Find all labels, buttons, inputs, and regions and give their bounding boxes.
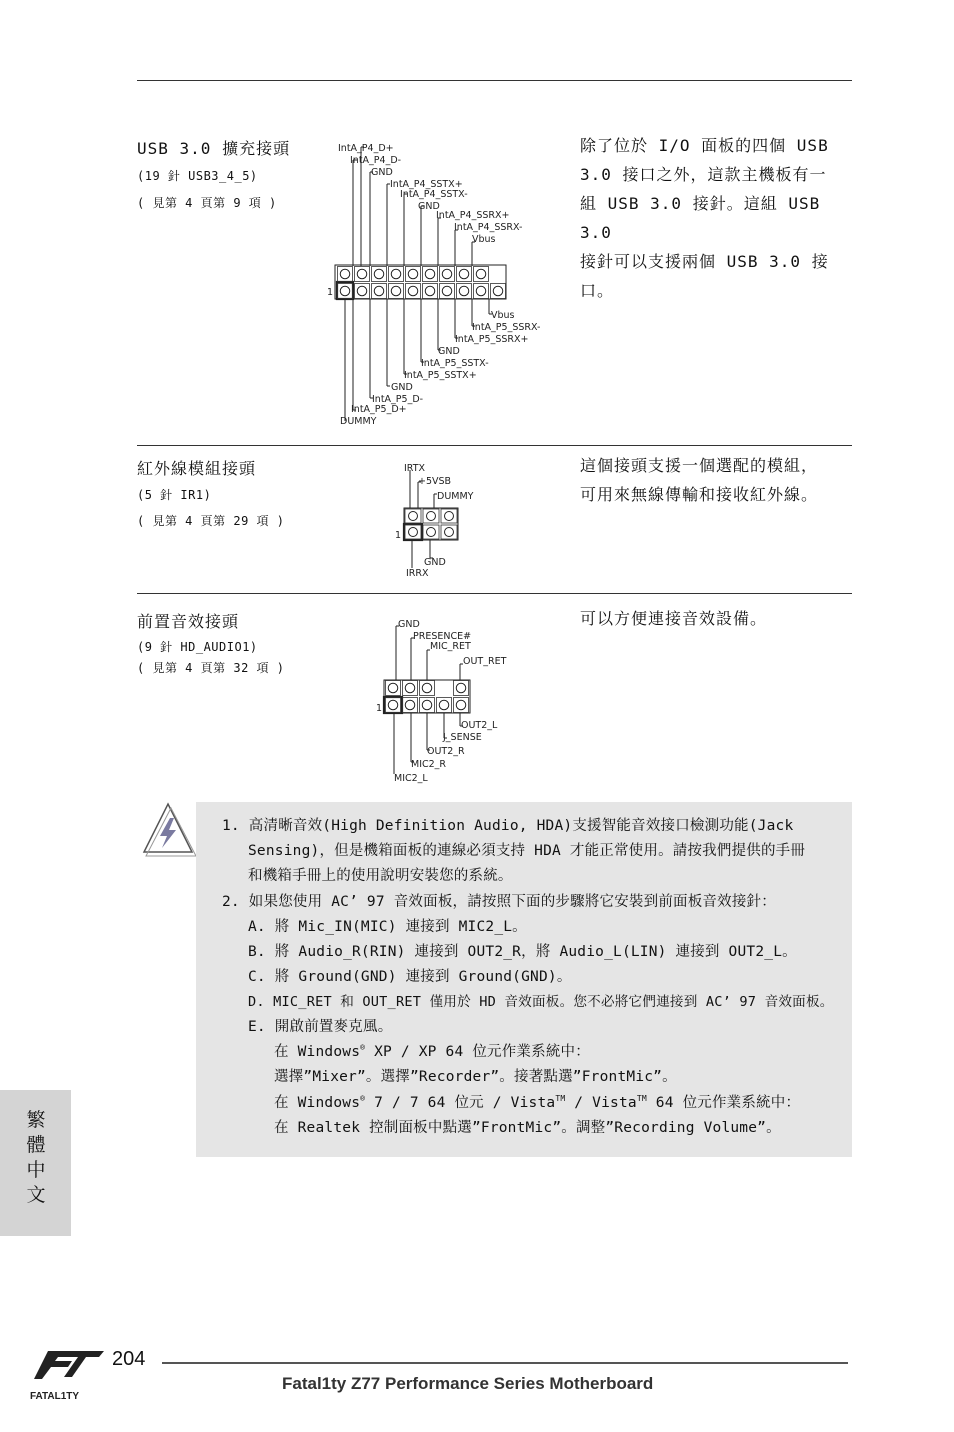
pin-label: +5VSB — [418, 476, 452, 487]
desc-line: 除了位於 I/O 面板的四個 USB — [580, 136, 829, 155]
ir-pinout-diagram — [390, 458, 500, 580]
pin-label: MIC2_R — [411, 759, 447, 770]
pin-label: IntA_P4_SSRX+ — [436, 210, 510, 221]
pin-contact — [442, 286, 452, 296]
note-line-windows-vista — [274, 1091, 800, 1112]
pin-label: DUMMY — [340, 416, 377, 427]
desc-line: 接針可以支援兩個 USB 3.0 接 — [580, 252, 829, 271]
note-text: / Vista — [565, 1095, 637, 1111]
pin-contact — [459, 269, 469, 279]
pin-contact — [476, 269, 486, 279]
note-text: 64 位元作業系統中： — [646, 1095, 801, 1111]
usb3-header-title: USB 3.0 擴充接頭 — [137, 139, 291, 158]
pin-contact — [408, 269, 418, 279]
note-line: 2. 如果您使用 AC’ 97 音效面板，請按照下面的步驟將它安裝到前面板音效接針： — [222, 894, 776, 910]
pin-label: J_SENSE — [443, 732, 482, 743]
trademark-mark: TM — [636, 1094, 647, 1104]
pin-contact — [459, 286, 469, 296]
audio-header-title: 前置音效接頭 — [137, 612, 240, 631]
pin-label: IntA_P5_SSRX+ — [455, 334, 529, 345]
pin-contact — [456, 683, 466, 693]
pin-contact — [374, 269, 384, 279]
pin-contact — [445, 528, 454, 537]
pin-contact — [442, 269, 452, 279]
warning-icon — [138, 800, 196, 858]
audio-description — [580, 604, 852, 633]
pin-contact — [388, 683, 398, 693]
desc-line: 組 USB 3.0 接針。這組 USB 3.0 — [580, 194, 821, 242]
desc-line: 口。 — [580, 281, 615, 300]
pin-label: IntA_P5_D- — [372, 394, 424, 405]
pin-contact — [439, 700, 449, 710]
pin-label: OUT2_R — [427, 746, 465, 757]
pin-contact — [445, 512, 454, 521]
usb3-header-ref: ( 見第 4 頁第 9 項 ) — [137, 196, 277, 210]
desc-line: 這個接頭支援一個選配的模組， — [580, 456, 819, 475]
pin-label: IntA_P4_D- — [350, 155, 402, 166]
desc-line: 可以方便連接音效設備。 — [580, 609, 768, 628]
pin-label: GND — [438, 346, 460, 357]
note-text: XP / XP 64 位元作業系統中： — [365, 1044, 590, 1060]
pin-label: DUMMY — [437, 491, 474, 502]
pin-contact — [405, 700, 415, 710]
audio-pinout-diagram — [372, 614, 512, 786]
section-divider — [137, 445, 852, 446]
pin-label: PRESENCE# — [413, 631, 472, 642]
audio-header-ref: ( 見第 4 頁第 32 項 ) — [137, 661, 285, 675]
footer-title: Fatal1ty Z77 Performance Series Motherboard — [282, 1374, 654, 1393]
page-number: 204 — [112, 1348, 146, 1370]
section-divider — [137, 593, 852, 594]
pin-contact — [427, 528, 436, 537]
pin-contact — [427, 512, 436, 521]
usb3-header-pins: (19 針 USB3_4_5) — [137, 169, 258, 183]
pin-label: IntA_P5_SSTX- — [421, 358, 489, 369]
note-line: 和機箱手冊上的使用說明安裝您的系統。 — [248, 868, 513, 884]
pin-contact — [425, 286, 435, 296]
pin-label: GND — [371, 167, 393, 178]
pin-contact — [422, 700, 432, 710]
pin-label: OUT2_L — [461, 720, 498, 731]
pin-contact — [388, 700, 398, 710]
pin-label: IntA_P5_SSTX+ — [404, 370, 477, 381]
pin-contact — [405, 683, 415, 693]
pin-contact — [476, 286, 486, 296]
language-side-tab-text — [26, 1108, 46, 1208]
note-line: E. 開啟前置麥克風。 — [248, 1019, 393, 1035]
pin-label: GND — [424, 557, 446, 568]
side-char: 文 — [26, 1184, 46, 1206]
usb3-pinout-diagram — [320, 138, 560, 430]
pin-label: GND — [418, 201, 440, 212]
logo-text: FATAL1TY — [30, 1391, 80, 1402]
pin-contact — [456, 700, 466, 710]
pin-contact — [493, 286, 503, 296]
note-line: 選擇”Mixer”。選擇”Recorder”。接著點選”FrontMic”。 — [274, 1069, 677, 1085]
pin-label: Vbus — [491, 310, 515, 321]
note-line-windows-xp — [274, 1040, 590, 1061]
note-text: 在 Windows — [274, 1095, 361, 1111]
ir-header-title: 紅外線模組接頭 — [137, 459, 257, 478]
pin-contact — [408, 286, 418, 296]
registered-mark: ® — [360, 1094, 366, 1104]
pin-label: OUT_RET — [463, 656, 507, 667]
note-line: A. 將 Mic_IN(MIC) 連接到 MIC2_L。 — [248, 919, 527, 935]
pin-label: IntA_P4_SSTX+ — [390, 179, 463, 190]
side-char: 體 — [26, 1134, 46, 1156]
note-line: Sensing)，但是機箱面板的連線必須支持 HDA 才能正常使用。請按我們提供的手冊 — [248, 843, 806, 859]
registered-mark: ® — [360, 1043, 366, 1053]
note-line: 在 Realtek 控制面板中點選”FrontMic”。調整”Recording Volume”。 — [274, 1120, 781, 1136]
pin-label: IntA_P5_D+ — [351, 404, 407, 415]
ir-header-ref: ( 見第 4 頁第 29 項 ) — [137, 514, 285, 528]
pin-contact — [391, 269, 401, 279]
pin-one-label: 1 — [395, 530, 402, 541]
pin-label: IRTX — [404, 463, 426, 474]
pin-label: IntA_P4_SSRX- — [454, 222, 523, 233]
pin-one-label: 1 — [376, 703, 383, 714]
note-panel — [196, 802, 852, 1157]
pin-contact — [340, 269, 350, 279]
pin-contact — [409, 512, 418, 521]
pin-label: MIC2_L — [394, 773, 428, 784]
pin-contact — [357, 286, 367, 296]
pin-label: GND — [398, 619, 420, 630]
note-line: D. MIC_RET 和 OUT_RET 僅用於 HD 音效面板。您不必將它們連接到 AC’ 97 音效面板。 — [248, 994, 834, 1010]
pin-contact — [357, 269, 367, 279]
note-line: B. 將 Audio_R(RIN) 連接到 OUT2_R，將 Audio_L(LIN) 連接到 OUT2_L。 — [248, 944, 797, 960]
pin-label: GND — [391, 382, 413, 393]
pin-label: MIC_RET — [430, 641, 471, 652]
pin-contact — [391, 286, 401, 296]
note-text: 7 / 7 64 位元 / Vista — [365, 1095, 556, 1111]
pin-contact — [422, 683, 432, 693]
pin-contact — [374, 286, 384, 296]
desc-line: 3.0 接口之外，這款主機板有一 — [580, 165, 827, 184]
pin-contact — [409, 528, 418, 537]
pin-label: IRRX — [406, 568, 429, 579]
ir-description — [580, 451, 852, 509]
usb3-description — [580, 131, 850, 305]
ir-header-pins: (5 針 IR1) — [137, 488, 212, 502]
top-rule — [137, 80, 852, 81]
pin-label: IntA_P5_SSRX- — [472, 322, 541, 333]
footer-rule — [162, 1362, 848, 1364]
side-char: 繁 — [26, 1109, 46, 1131]
note-line: C. 將 Ground(GND) 連接到 Ground(GND)。 — [248, 969, 572, 985]
pin-contact — [340, 286, 350, 296]
fatal1ty-logo — [28, 1347, 108, 1405]
side-char: 中 — [26, 1159, 46, 1181]
pin-one-label: 1 — [327, 287, 334, 298]
note-line: 1. 高清晰音效(High Definition Audio, HDA)支援智能音效接口檢測功能(Jack — [222, 818, 794, 834]
pin-label: Vbus — [472, 234, 496, 245]
pin-label: IntA_P4_SSTX- — [400, 189, 468, 200]
note-text: 在 Windows — [274, 1044, 361, 1060]
audio-header-pins: (9 針 HD_AUDIO1) — [137, 640, 258, 654]
pin-contact — [425, 269, 435, 279]
trademark-mark: TM — [555, 1094, 566, 1104]
pin-label: IntA_P4_D+ — [338, 143, 394, 154]
desc-line: 可用來無線傳輸和接收紅外線。 — [580, 485, 819, 504]
